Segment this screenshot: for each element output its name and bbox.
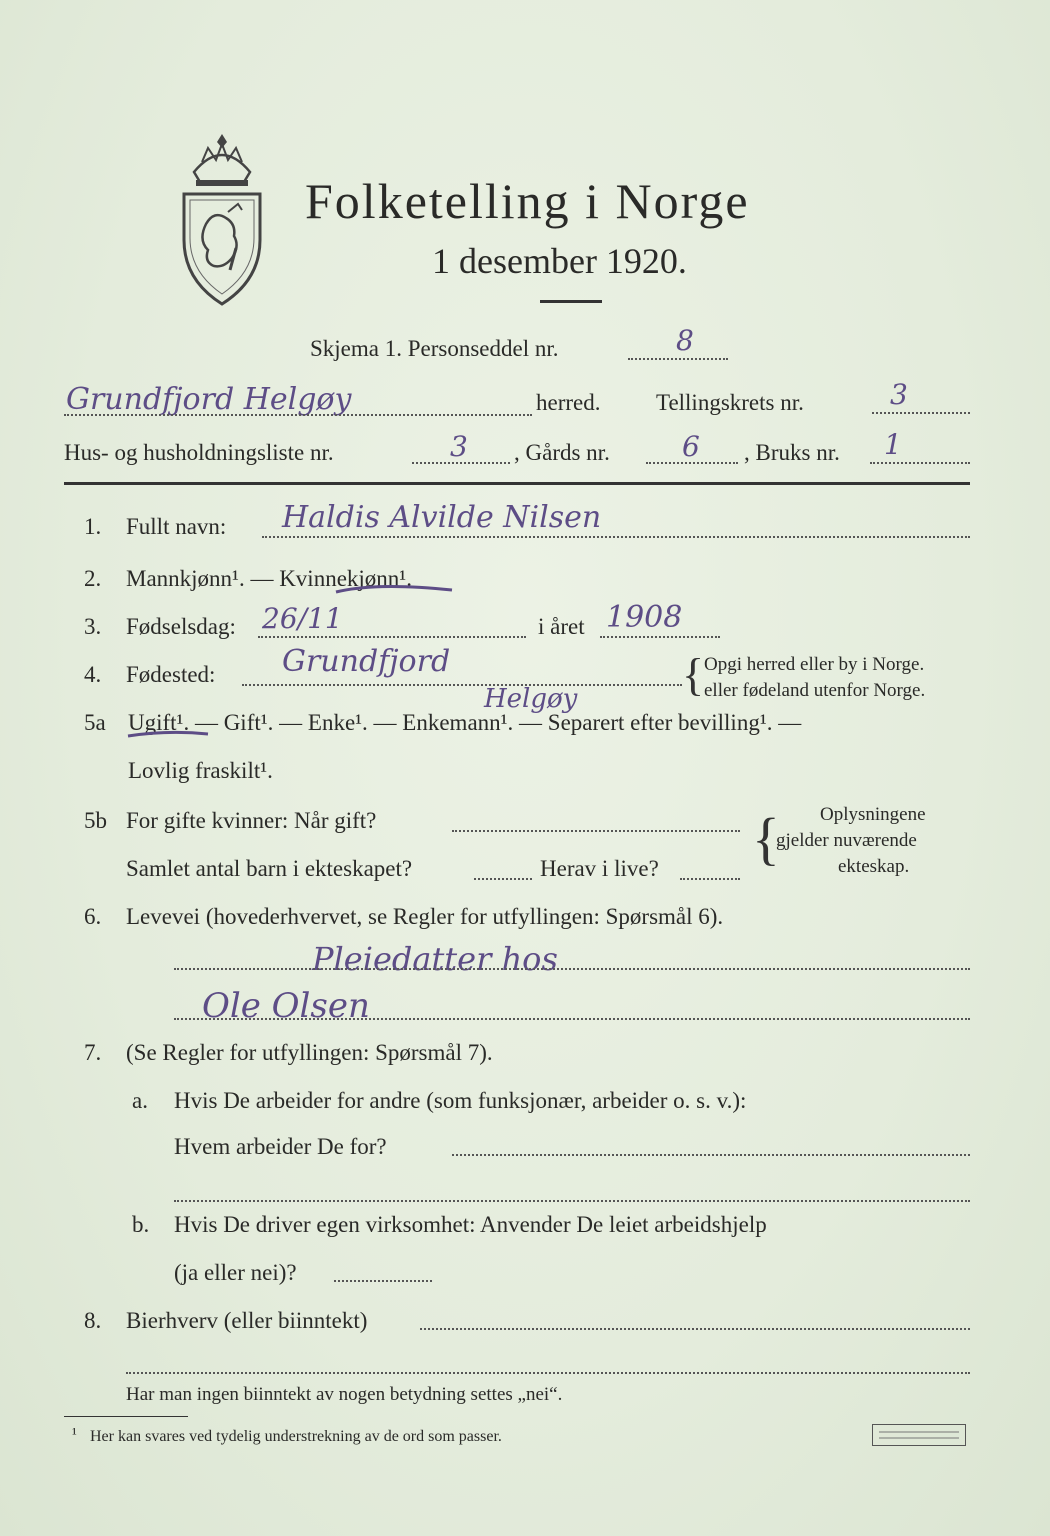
birth-date-value[interactable]: 26/11: [262, 602, 343, 635]
footnote-marker: ¹: [72, 1426, 77, 1443]
birth-date-dotted-line: [258, 636, 526, 638]
birthplace-value-2[interactable]: Helgøy: [484, 684, 578, 714]
full-name-dotted-line: [262, 536, 970, 538]
occupation-value-1[interactable]: Pleiedatter hos: [312, 940, 558, 978]
gards-label: , Gårds nr.: [514, 440, 610, 465]
marriage-note-2: gjelder nuværende: [776, 830, 917, 851]
title-divider: [540, 300, 602, 303]
side-income-label: Bierhverv (eller biinntekt): [126, 1308, 368, 1333]
employer-label: Hvem arbeider De for?: [174, 1134, 387, 1159]
schema-number-value[interactable]: 8: [676, 324, 694, 357]
birth-year-value[interactable]: 1908: [606, 600, 683, 635]
occupation-label: Levevei (hovederhvervet, se Regler for utfyllingen: Spørsmål 6).: [126, 904, 724, 929]
footnote-text: Her kan svares ved tydelig understrekning av de ord som passer.: [90, 1428, 502, 1445]
q6-number: 6.: [84, 904, 102, 929]
coat-of-arms-icon: [176, 128, 268, 310]
employer-dotted-line-2: [174, 1200, 970, 1202]
marital-status-options: Ugift¹. — Gift¹. — Enke¹. — Enkemann¹. — Separert efter bevilling¹. —: [128, 710, 802, 735]
children-alive-dotted-line: [680, 878, 740, 880]
bruks-label: , Bruks nr.: [744, 440, 840, 465]
tellingskrets-value[interactable]: 3: [890, 378, 908, 411]
printer-stamp: [872, 1424, 966, 1446]
form-title: Folketelling i Norge: [305, 173, 750, 229]
married-when-dotted-line: [452, 830, 740, 832]
full-name-label: Fullt navn:: [126, 514, 227, 539]
birthplace-dotted-line: [242, 684, 682, 686]
marital-status-options-2: Lovlig fraskilt¹.: [128, 758, 273, 783]
works-for-others-label: Hvis De arbeider for andre (som funksjonær, arbeider o. s. v.):: [174, 1088, 747, 1113]
q2-number: 2.: [84, 566, 102, 591]
bruks-value[interactable]: 1: [884, 428, 902, 461]
herred-dotted-line: [64, 414, 532, 416]
employer-dotted-line: [452, 1154, 970, 1156]
marriage-note-3: ekteskap.: [838, 856, 910, 877]
bruks-dotted-line: [870, 462, 970, 464]
husholdningsliste-label: Hus- og husholdningsliste nr.: [64, 440, 334, 465]
side-income-dotted-line-2: [126, 1372, 970, 1374]
tellingskrets-dotted-line: [872, 412, 970, 414]
children-count-dotted-line: [474, 878, 532, 880]
q5b-number: 5b: [84, 808, 107, 833]
footnote-divider: [64, 1416, 188, 1417]
herred-value[interactable]: Grundfjord Helgøy: [66, 382, 352, 417]
q8-number: 8.: [84, 1308, 102, 1333]
schema-label: Skjema 1. Personseddel nr.: [310, 336, 559, 361]
kvinnekjonn-underline: [334, 584, 456, 598]
birth-year-dotted-line: [600, 636, 720, 638]
form-date: 1 desember 1920.: [432, 241, 687, 281]
q5a-number: 5a: [84, 710, 106, 735]
children-alive-label: Herav i live?: [540, 856, 659, 881]
q7b-letter: b.: [132, 1212, 150, 1237]
q7a-letter: a.: [132, 1088, 148, 1113]
husholdningsliste-value[interactable]: 3: [450, 430, 468, 463]
birthplace-note-2: eller fødeland utenfor Norge.: [704, 680, 926, 701]
no-income-note: Har man ingen biinntekt av nogen betydning settes „nei“.: [126, 1384, 563, 1405]
full-name-value[interactable]: Haldis Alvilde Nilsen: [282, 500, 602, 535]
employment-rules-label: (Se Regler for utfyllingen: Spørsmål 7).: [126, 1040, 493, 1065]
header-divider: [64, 482, 970, 485]
gards-value[interactable]: 6: [682, 430, 700, 463]
tellingskrets-label: Tellingskrets nr.: [656, 390, 804, 415]
children-count-label: Samlet antal barn i ekteskapet?: [126, 856, 413, 881]
q7-number: 7.: [84, 1040, 102, 1065]
married-women-label: For gifte kvinner: Når gift?: [126, 808, 377, 833]
q4-number: 4.: [84, 662, 102, 687]
herred-label: herred.: [536, 390, 601, 415]
hired-help-label: (ja eller nei)?: [174, 1260, 297, 1285]
hired-help-dotted-line: [334, 1280, 432, 1282]
birthplace-value[interactable]: Grundfjord: [282, 644, 451, 679]
birthplace-note-bracket: {: [682, 649, 705, 700]
q1-number: 1.: [84, 514, 102, 539]
birthplace-label: Fødested:: [126, 662, 216, 687]
occupation-dotted-line-1: [174, 968, 970, 970]
marriage-note-bracket: {: [752, 806, 780, 871]
q3-number: 3.: [84, 614, 102, 639]
gender-options-label: Mannkjønn¹. — Kvinnekjønn¹.: [126, 566, 412, 591]
marriage-note-1: Oplysningene: [820, 804, 926, 825]
birth-year-label: i året: [538, 614, 585, 639]
occupation-value-2[interactable]: Ole Olsen: [202, 986, 370, 1026]
side-income-dotted-line: [420, 1328, 970, 1330]
birth-date-label: Fødselsdag:: [126, 614, 236, 639]
birthplace-note-1: Opgi herred eller by i Norge.: [704, 654, 925, 675]
own-business-label: Hvis De driver egen virksomhet: Anvender De leiet arbeidshjelp: [174, 1212, 767, 1237]
schema-dotted-line: [628, 358, 728, 360]
occupation-dotted-line-2: [174, 1018, 970, 1020]
ugift-underline: [126, 728, 212, 742]
